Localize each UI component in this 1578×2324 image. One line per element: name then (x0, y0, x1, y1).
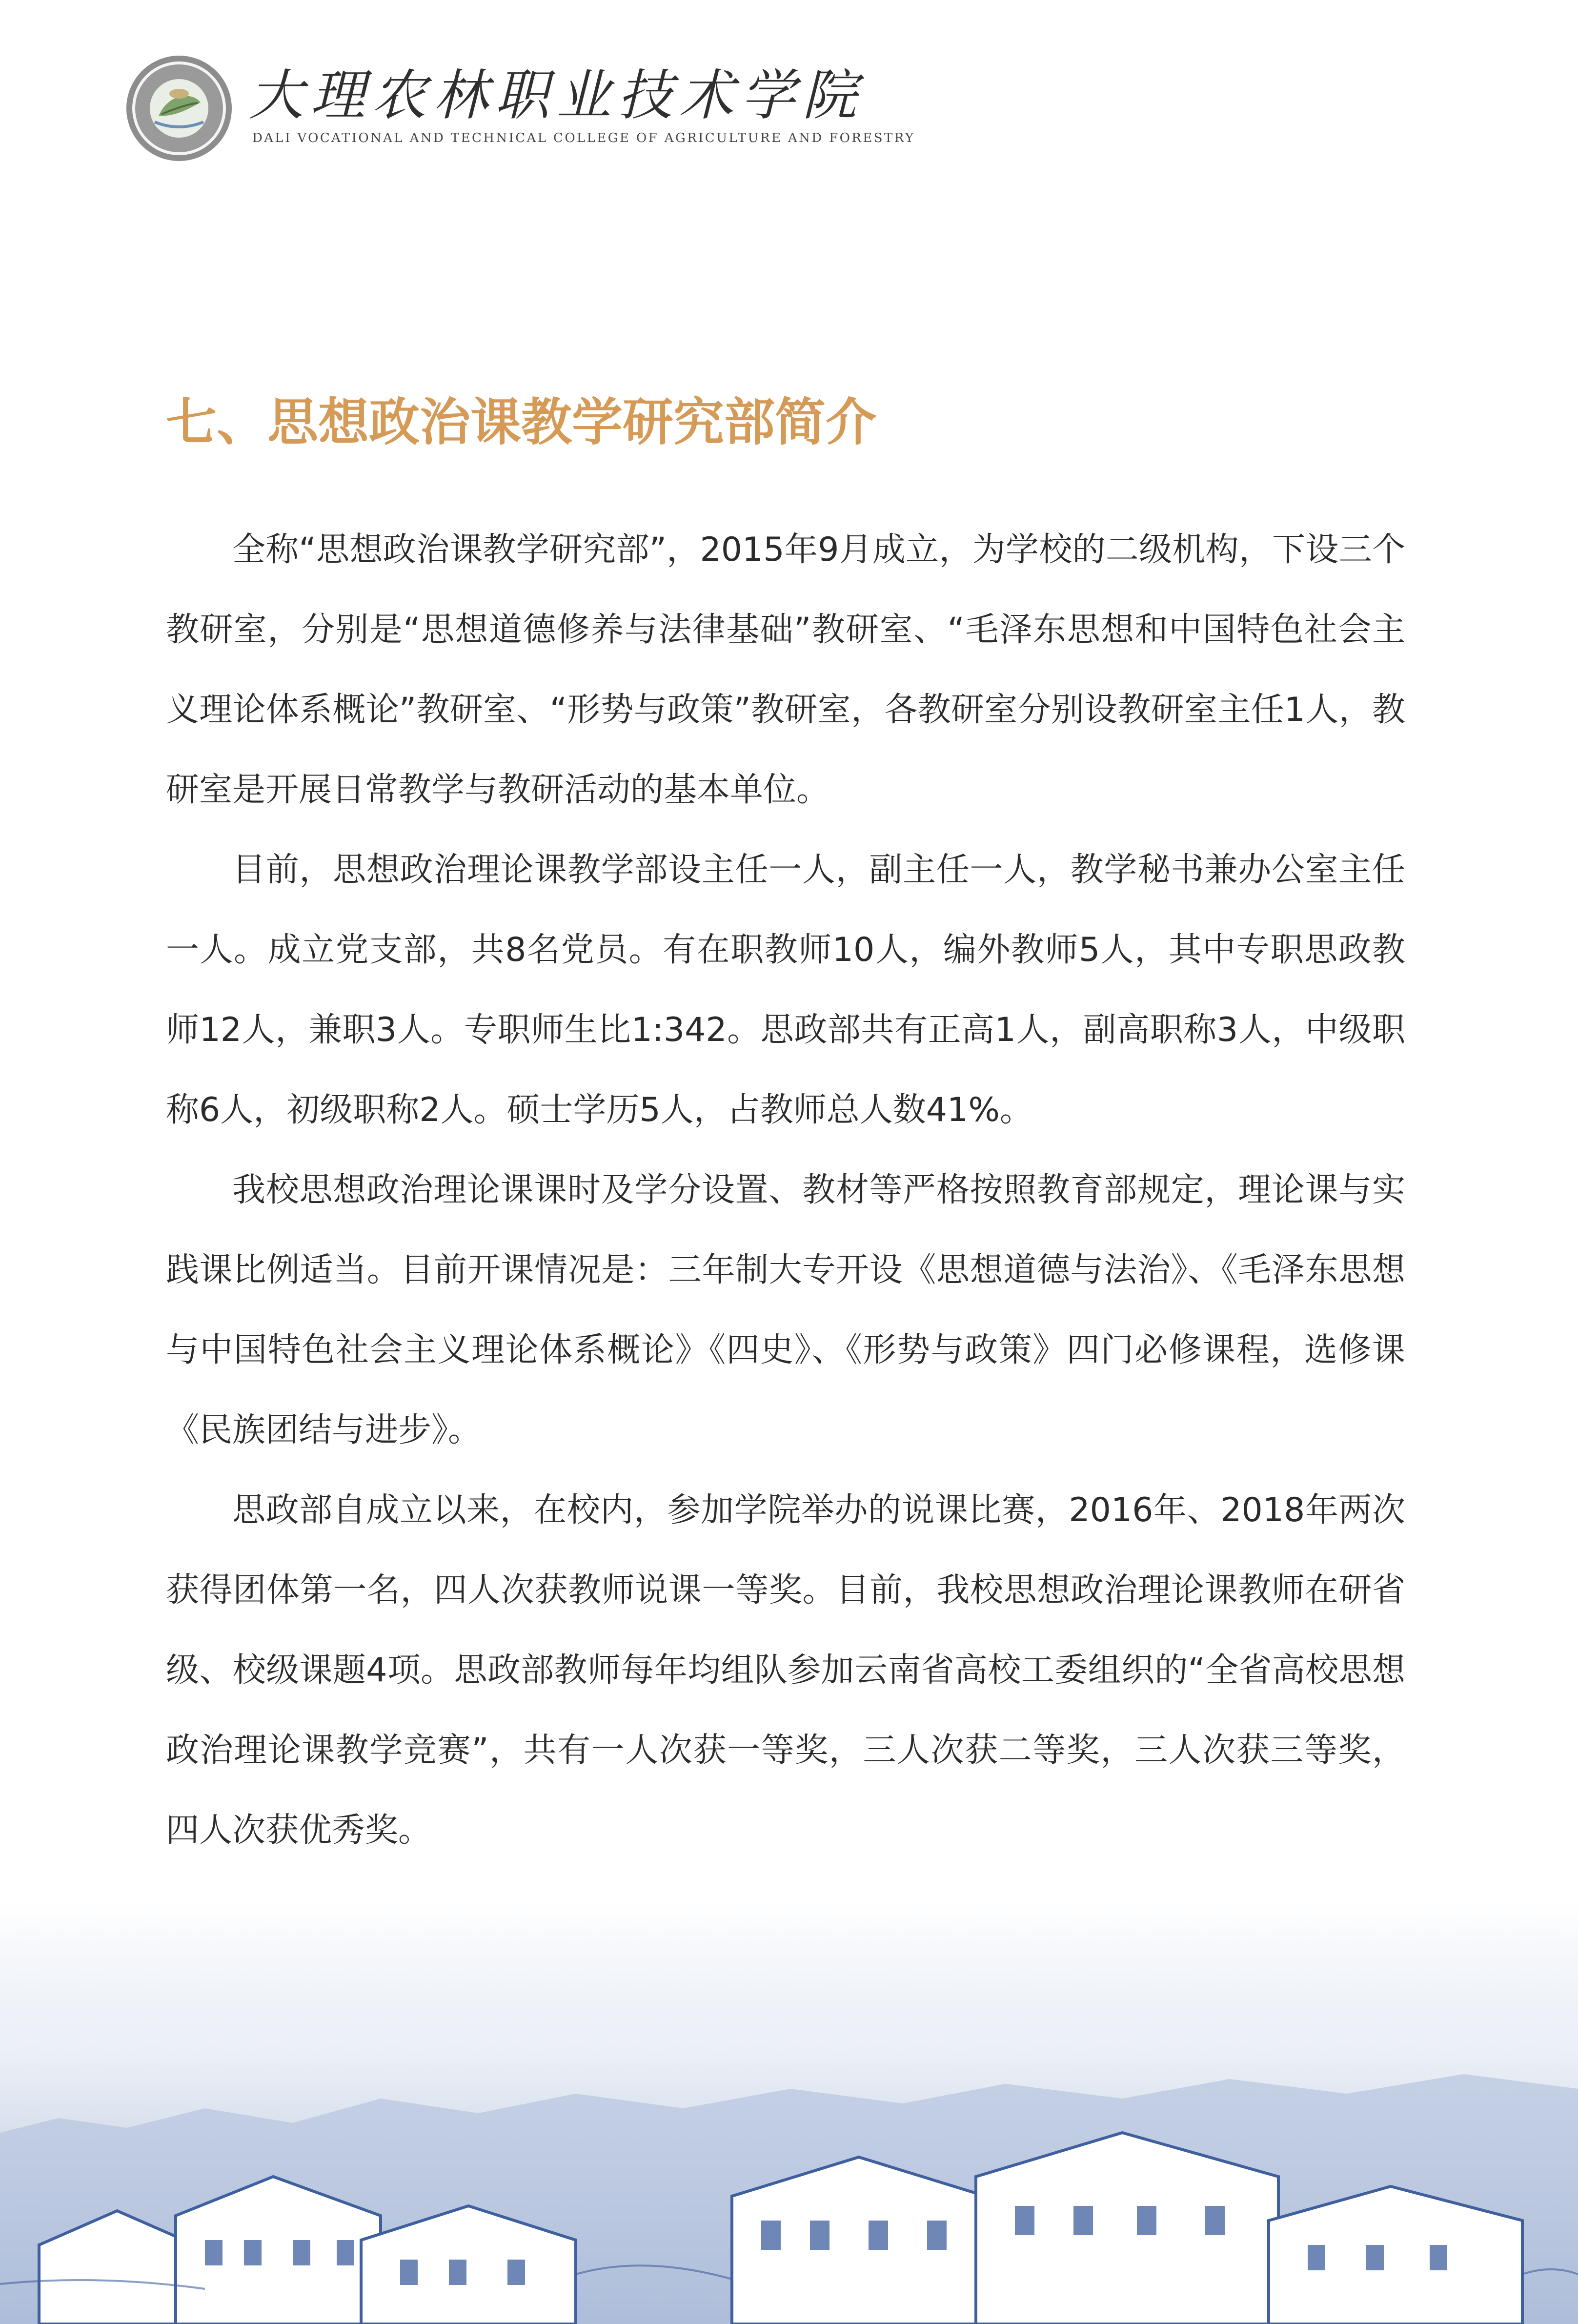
paragraph: 目前，思想政治理论课教学部设主任一人，副主任一人，教学秘书兼办公室主任一人。成立党支部，共8名党员。有在职教师10人，编外教师5人，其中专职思政教师12人，兼职3人。专职师生比1:342。思政部共有正高1人，副高职称3人，中级职称6人，初级职称2人。硕士学历5人，占教师总人数41%。 (166, 851, 1405, 1129)
school-name-english: DALI VOCATIONAL AND TECHNICAL COLLEGE OF AGRICULTURE AND FORESTRY (252, 131, 915, 145)
section-title: 七、思想政治课教学研究部简介 (166, 392, 877, 452)
page-header (124, 54, 915, 171)
paragraph: 全称“思想政治课教学研究部”，2015年9月成立，为学校的二级机构，下设三个教研室，分别是“思想道德修养与法律基础”教研室、“毛泽东思想和中国特色社会主义理论体系概论”教研室、“形势与政策”教研室，各教研室分别设教研室主任1人，教研室是开展日常教学与教研活动的基本单位。 (166, 530, 1405, 809)
body-text (166, 510, 1405, 1871)
college-seal-logo (124, 54, 234, 163)
paragraph: 我校思想政治理论课课时及学分设置、教材等严格按照教育部规定，理论课与实践课比例适当。目前开课情况是：三年制大专开设《思想道德与法治》、《毛泽东思想与中国特色社会主义理论体系概论》《四史》、《形势与政策》四门必修课程，选修课《民族团结与进步》。 (166, 1171, 1405, 1449)
campus-ink-illustration (0, 1903, 1578, 2324)
paragraph: 思政部自成立以来，在校内，参加学院举办的说课比赛，2016年、2018年两次获得团体第一名，四人次获教师说课一等奖。目前，我校思想政治理论课教师在研省级、校级课题4项。思政部教师每年均组队参加云南省高校工委组织的“全省高校思想政治理论课教学竞赛”，共有一人次获一等奖，三人次获二等奖，三人次获三等奖，四人次获优秀奖。 (166, 1491, 1405, 1850)
school-name: 大理农林职业技术学院 (249, 64, 864, 127)
